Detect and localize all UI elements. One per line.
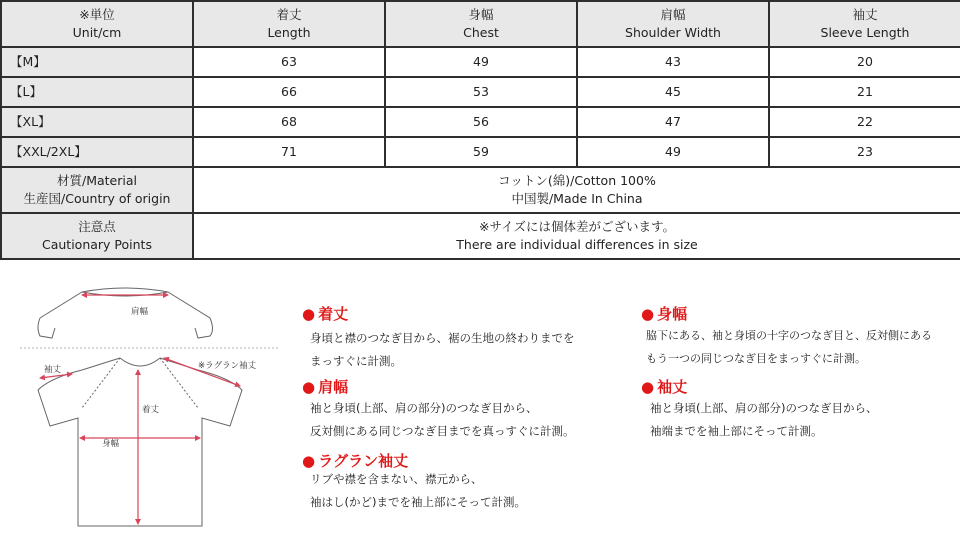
- sleeve-header: [769, 1, 960, 47]
- note-sleeve-line: 袖端までを袖上部にそって計測。: [650, 424, 823, 438]
- length-cell: 63: [193, 47, 385, 77]
- note-chest-line: もう一つの同じつなぎ目をまっすぐに計測。: [646, 352, 866, 365]
- note-shoulder-title: [302, 376, 348, 397]
- size-label: 【XXL/2XL】: [1, 137, 193, 167]
- table-row: [1, 47, 960, 77]
- note-raglan-line: 袖はし(かど)までを袖上部にそって計測。: [310, 495, 526, 509]
- diagram-shoulder-label: 肩幅: [131, 307, 149, 317]
- length-header: [193, 1, 385, 47]
- diagram-length-label: 着丈: [142, 405, 160, 415]
- diagram-sleeve-label: 袖丈: [44, 365, 62, 375]
- caution-label: [1, 213, 193, 259]
- unit-label-en: Unit/cm: [72, 25, 122, 40]
- note-chest-line: 脇下にある、袖と身頃の十字のつなぎ目と、反対側にある: [646, 329, 932, 342]
- note-sleeve-title: [641, 376, 687, 397]
- note-chest-title-text: 身幅: [657, 305, 688, 323]
- length-cell: 71: [193, 137, 385, 167]
- origin-label-line: 生産国/Country of origin: [23, 191, 171, 206]
- sleeve-cell: 21: [769, 77, 960, 107]
- length-header-en: Length: [267, 25, 311, 40]
- length-cell: 66: [193, 77, 385, 107]
- chest-cell: 53: [385, 77, 577, 107]
- shirt-front-view: [38, 358, 242, 526]
- sleeve-cell: 22: [769, 107, 960, 137]
- shoulder-cell: 47: [577, 107, 769, 137]
- shoulder-cell: 49: [577, 137, 769, 167]
- chest-cell: 59: [385, 137, 577, 167]
- note-raglan-title-text: ラグラン袖丈: [318, 452, 409, 470]
- bullet-icon: ●: [302, 304, 316, 323]
- note-sleeve-line: 袖と身頃(上部、肩の部分)のつなぎ目から、: [650, 401, 878, 415]
- caution-value-en: There are individual differences in size: [456, 237, 698, 252]
- note-sleeve-body: [650, 397, 877, 443]
- caution-value-jp: ※サイズには個体差がございます。: [479, 219, 675, 234]
- bullet-icon: ●: [302, 377, 316, 396]
- material-row: [1, 167, 960, 213]
- size-label: 【L】: [1, 77, 193, 107]
- shoulder-header-en: Shoulder Width: [625, 25, 721, 40]
- shoulder-header-jp: 肩幅: [660, 7, 686, 22]
- unit-label-jp: ※単位: [79, 7, 115, 22]
- table-row: [1, 107, 960, 137]
- note-shoulder-line: 反対側にある同じつなぎ目までを真っすぐに計測。: [310, 424, 575, 438]
- sleeve-header-en: Sleeve Length: [820, 25, 910, 40]
- sleeve-header-jp: 袖丈: [852, 7, 878, 22]
- caution-label-jp: 注意点: [78, 219, 116, 234]
- length-header-jp: 着丈: [276, 7, 302, 22]
- table-header-row: [1, 1, 960, 47]
- diagram-raglan-label: ※ラグラン袖丈: [198, 361, 257, 371]
- material-label: [1, 167, 193, 213]
- table-row: [1, 77, 960, 107]
- size-table: [0, 0, 960, 260]
- bullet-icon: ●: [302, 451, 316, 470]
- note-length-title: [302, 303, 348, 324]
- note-raglan-line: リブや襟を含まない、襟元から、: [310, 472, 483, 486]
- chest-header: [385, 1, 577, 47]
- note-length-body: [310, 327, 575, 373]
- chest-header-jp: 身幅: [468, 7, 494, 22]
- caution-label-en: Cautionary Points: [42, 237, 152, 252]
- note-shoulder-title-text: 肩幅: [318, 378, 349, 396]
- note-length-title-text: 着丈: [318, 305, 349, 323]
- size-label: 【XL】: [1, 107, 193, 137]
- chest-cell: 56: [385, 107, 577, 137]
- note-length-line: まっすぐに計測。: [310, 354, 402, 368]
- bullet-icon: ●: [641, 377, 655, 396]
- bullet-icon: ●: [641, 304, 655, 323]
- chest-cell: 49: [385, 47, 577, 77]
- note-chest-body: [646, 324, 932, 370]
- caution-row: [1, 213, 960, 259]
- note-shoulder-line: 袖と身頃(上部、肩の部分)のつなぎ目から、: [310, 401, 538, 415]
- note-length-line: 身頃と襟のつなぎ目から、裾の生地の終わりまでを: [310, 331, 575, 345]
- diagram-chest-label: 身幅: [102, 439, 120, 449]
- garment-diagram: [20, 278, 280, 538]
- note-sleeve-title-text: 袖丈: [657, 378, 688, 396]
- sleeve-cell: 20: [769, 47, 960, 77]
- sleeve-cell: 23: [769, 137, 960, 167]
- length-cell: 68: [193, 107, 385, 137]
- shoulder-header: [577, 1, 769, 47]
- material-value-line: コットン(綿)/Cotton 100%: [498, 173, 656, 188]
- shoulder-cell: 43: [577, 47, 769, 77]
- table-row: [1, 137, 960, 167]
- chest-header-en: Chest: [463, 25, 499, 40]
- unit-header: [1, 1, 193, 47]
- material-value: [193, 167, 960, 213]
- note-raglan-body: [310, 468, 526, 514]
- material-label-line: 材質/Material: [57, 173, 137, 188]
- shoulder-cell: 45: [577, 77, 769, 107]
- note-chest-title: [641, 303, 687, 324]
- size-label: 【M】: [1, 47, 193, 77]
- note-shoulder-body: [310, 397, 575, 443]
- caution-value: [193, 213, 960, 259]
- origin-value-line: 中国製/Made In China: [511, 191, 643, 206]
